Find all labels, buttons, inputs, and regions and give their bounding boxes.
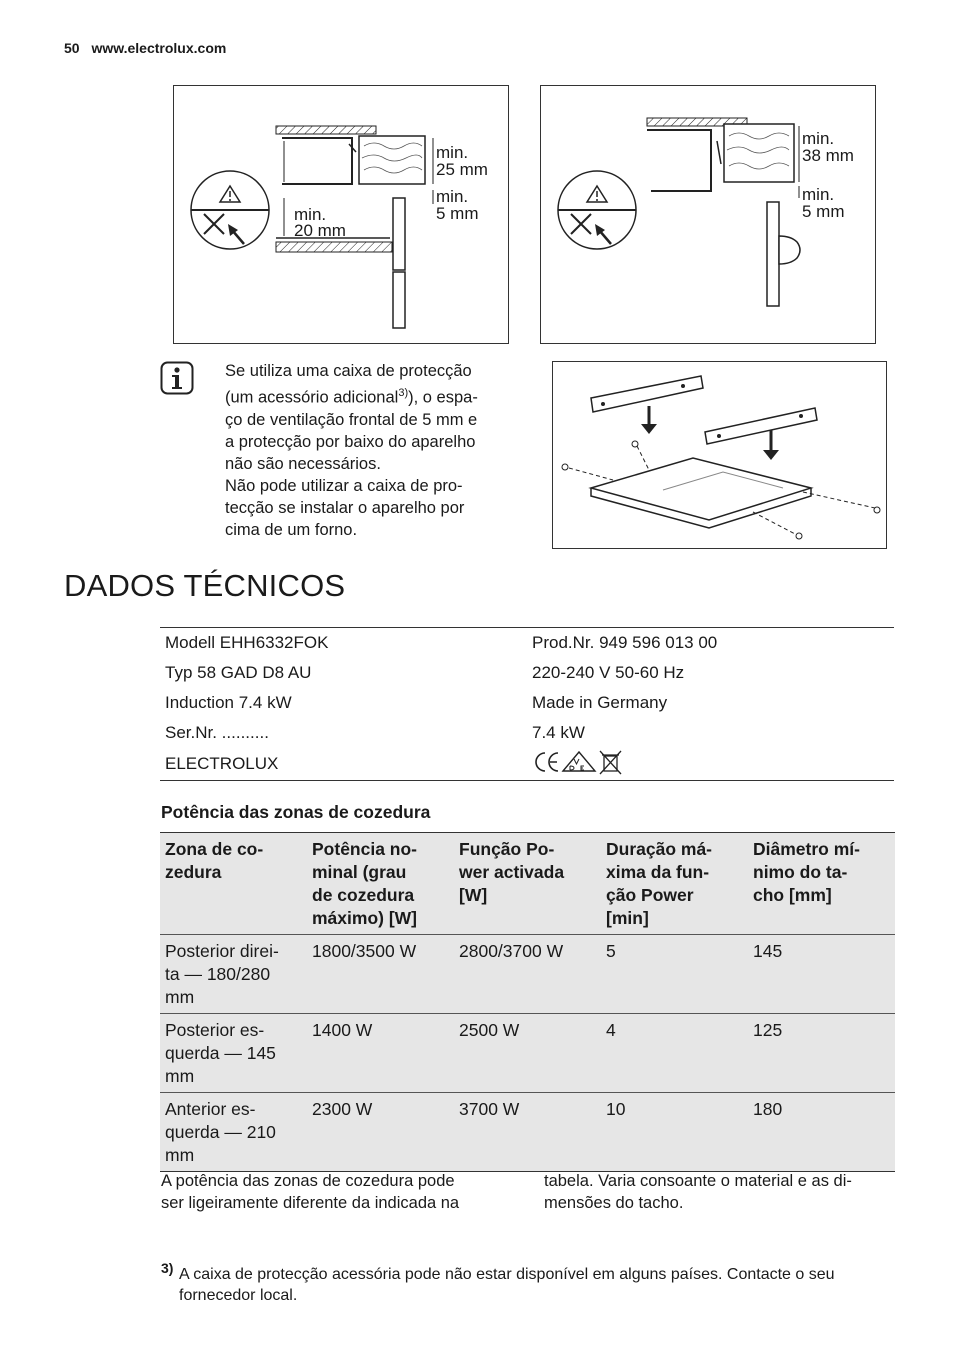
protection-box-figure xyxy=(552,361,887,549)
note-line: não são necessários. xyxy=(225,454,381,473)
header-line: [W] xyxy=(459,885,488,905)
power-table-title: Potência das zonas de cozedura xyxy=(161,802,431,822)
cell-line: mm xyxy=(165,1145,195,1165)
dim-label-20mm: 20 mm xyxy=(294,221,346,240)
cell-line: mm xyxy=(165,987,195,1007)
spec-cell: 7.4 kW xyxy=(532,723,585,742)
page-number: 50 xyxy=(64,40,80,56)
note-line: tabela. Varia consoante o material e as di- xyxy=(544,1172,852,1190)
dim-label-38mm: 38 mm xyxy=(802,146,854,165)
header-line: [min] xyxy=(606,908,649,928)
table-row xyxy=(160,718,894,748)
weee-bin-icon xyxy=(600,751,621,774)
note-line-text: ), o espa- xyxy=(408,388,478,407)
table-row xyxy=(160,688,894,718)
header-line: xima da fun- xyxy=(606,862,710,882)
header-line: Diâmetro mí- xyxy=(753,839,860,859)
header-line: minal (grau xyxy=(312,862,407,882)
table-header-row xyxy=(160,833,895,935)
header-line: Zona de co- xyxy=(165,839,264,859)
cell-line: Posterior es- xyxy=(165,1020,265,1040)
spec-cell: Modell EHH6332FOK xyxy=(165,633,329,652)
table-cell: 4 xyxy=(601,1014,748,1093)
power-table xyxy=(160,832,895,1172)
table-cell: 2800/3700 W xyxy=(454,935,601,1014)
note-line: mensões do tacho. xyxy=(544,1194,684,1212)
installation-figure-left xyxy=(173,85,509,344)
note-line: Se utiliza uma caixa de protecção xyxy=(225,362,472,380)
dim-label-25mm: 25 mm xyxy=(436,160,488,179)
header-line: wer activada xyxy=(459,862,565,882)
column-header xyxy=(160,833,307,935)
column-header xyxy=(454,833,601,935)
footnote-line: fornecedor local. xyxy=(179,1287,298,1304)
table-row xyxy=(160,748,894,780)
table-row xyxy=(160,935,895,1014)
dim-label-min-top: min. xyxy=(436,143,469,162)
footnote-mark: 3) xyxy=(161,1260,174,1276)
spec-cell: 220-240 V 50-60 Hz xyxy=(532,663,685,682)
note-line: Não pode utilizar a caixa de pro- xyxy=(225,476,463,495)
zone-cell xyxy=(160,1093,307,1172)
header-line: Função Po- xyxy=(459,839,555,859)
note-line: ço de ventilação frontal de 5 mm e xyxy=(225,410,478,429)
cell-line: Posterior direi- xyxy=(165,941,279,961)
cell-line: mm xyxy=(165,1066,195,1086)
website-link[interactable]: www.electrolux.com xyxy=(91,40,227,56)
table-row xyxy=(160,658,894,688)
protection-box-note xyxy=(225,360,525,541)
note-line-text: (um acessório adicional xyxy=(225,388,399,407)
header-line: zedura xyxy=(165,862,222,882)
note-line: tecção se instalar o aparelho por xyxy=(225,498,465,517)
power-note-right xyxy=(544,1170,884,1214)
header-line: ção Power xyxy=(606,885,694,905)
table-cell: 1400 W xyxy=(307,1014,454,1093)
dim-label-min-bottom: min. xyxy=(802,185,835,204)
cell-line: querda — 210 xyxy=(165,1122,276,1142)
power-note-left xyxy=(161,1170,501,1214)
certification-marks xyxy=(532,749,894,780)
footnote-ref[interactable]: 3) xyxy=(398,387,409,399)
spec-cell: Typ 58 GAD D8 AU xyxy=(165,663,312,682)
note-line: cima de um forno. xyxy=(225,520,358,539)
table-cell: 1800/3500 W xyxy=(307,935,454,1014)
spec-cell: Made in Germany xyxy=(532,693,668,712)
spec-cell: Induction 7.4 kW xyxy=(165,693,292,712)
note-line xyxy=(225,382,525,409)
table-cell: 180 xyxy=(748,1093,895,1172)
header-line: Duração má- xyxy=(606,839,713,859)
zone-cell xyxy=(160,1014,307,1093)
dim-label-5mm: 5 mm xyxy=(436,204,479,223)
header-line: cho [mm] xyxy=(753,885,832,905)
dim-label-min-top: min. xyxy=(802,129,835,148)
vde-mark-icon xyxy=(563,752,595,771)
column-header xyxy=(748,833,895,935)
protection-box-diagram xyxy=(553,362,886,548)
cell-line: querda — 145 xyxy=(165,1043,276,1063)
cell-line: ta — 180/280 xyxy=(165,964,271,984)
table-row xyxy=(160,628,894,658)
note-line: ser ligeiramente diferente da indicada na xyxy=(161,1194,460,1212)
rating-plate-table xyxy=(160,627,894,781)
cell-line: Anterior es- xyxy=(165,1099,256,1119)
table-row xyxy=(160,1014,895,1093)
dim-label-min-mid: min. xyxy=(436,187,469,206)
note-line: a protecção por baixo do aparelho xyxy=(225,432,476,451)
header-line: máximo) [W] xyxy=(312,908,417,928)
table-cell: 5 xyxy=(601,935,748,1014)
footnote-text xyxy=(179,1264,899,1306)
table-cell: 145 xyxy=(748,935,895,1014)
spec-cell: Prod.Nr. 949 596 013 00 xyxy=(532,633,718,652)
note-line: A potência das zonas de cozedura pode xyxy=(161,1172,455,1190)
zone-cell xyxy=(160,935,307,1014)
header-line: Potência no- xyxy=(312,839,418,859)
installation-figure-right xyxy=(540,85,876,344)
ce-mark-icon xyxy=(536,753,558,771)
column-header xyxy=(307,833,454,935)
spec-cell: ELECTROLUX xyxy=(165,754,279,773)
dim-label-5mm: 5 mm xyxy=(802,202,845,221)
table-cell: 10 xyxy=(601,1093,748,1172)
dim-label-min-left: min. xyxy=(294,205,327,224)
info-icon xyxy=(160,361,194,395)
table-row xyxy=(160,1093,895,1172)
footnote-line: A caixa de protecção acessória pode não estar disponível em alguns países. Contacte o seu xyxy=(179,1266,835,1283)
table-cell: 3700 W xyxy=(454,1093,601,1172)
header-line: de cozedura xyxy=(312,885,415,905)
header-line: nimo do ta- xyxy=(753,862,848,882)
spec-cell: Ser.Nr. .......... xyxy=(165,723,269,742)
column-header xyxy=(601,833,748,935)
table-cell: 2300 W xyxy=(307,1093,454,1172)
page-header xyxy=(64,40,234,56)
table-cell: 125 xyxy=(748,1014,895,1093)
table-cell: 2500 W xyxy=(454,1014,601,1093)
section-title: DADOS TÉCNICOS xyxy=(64,568,346,603)
